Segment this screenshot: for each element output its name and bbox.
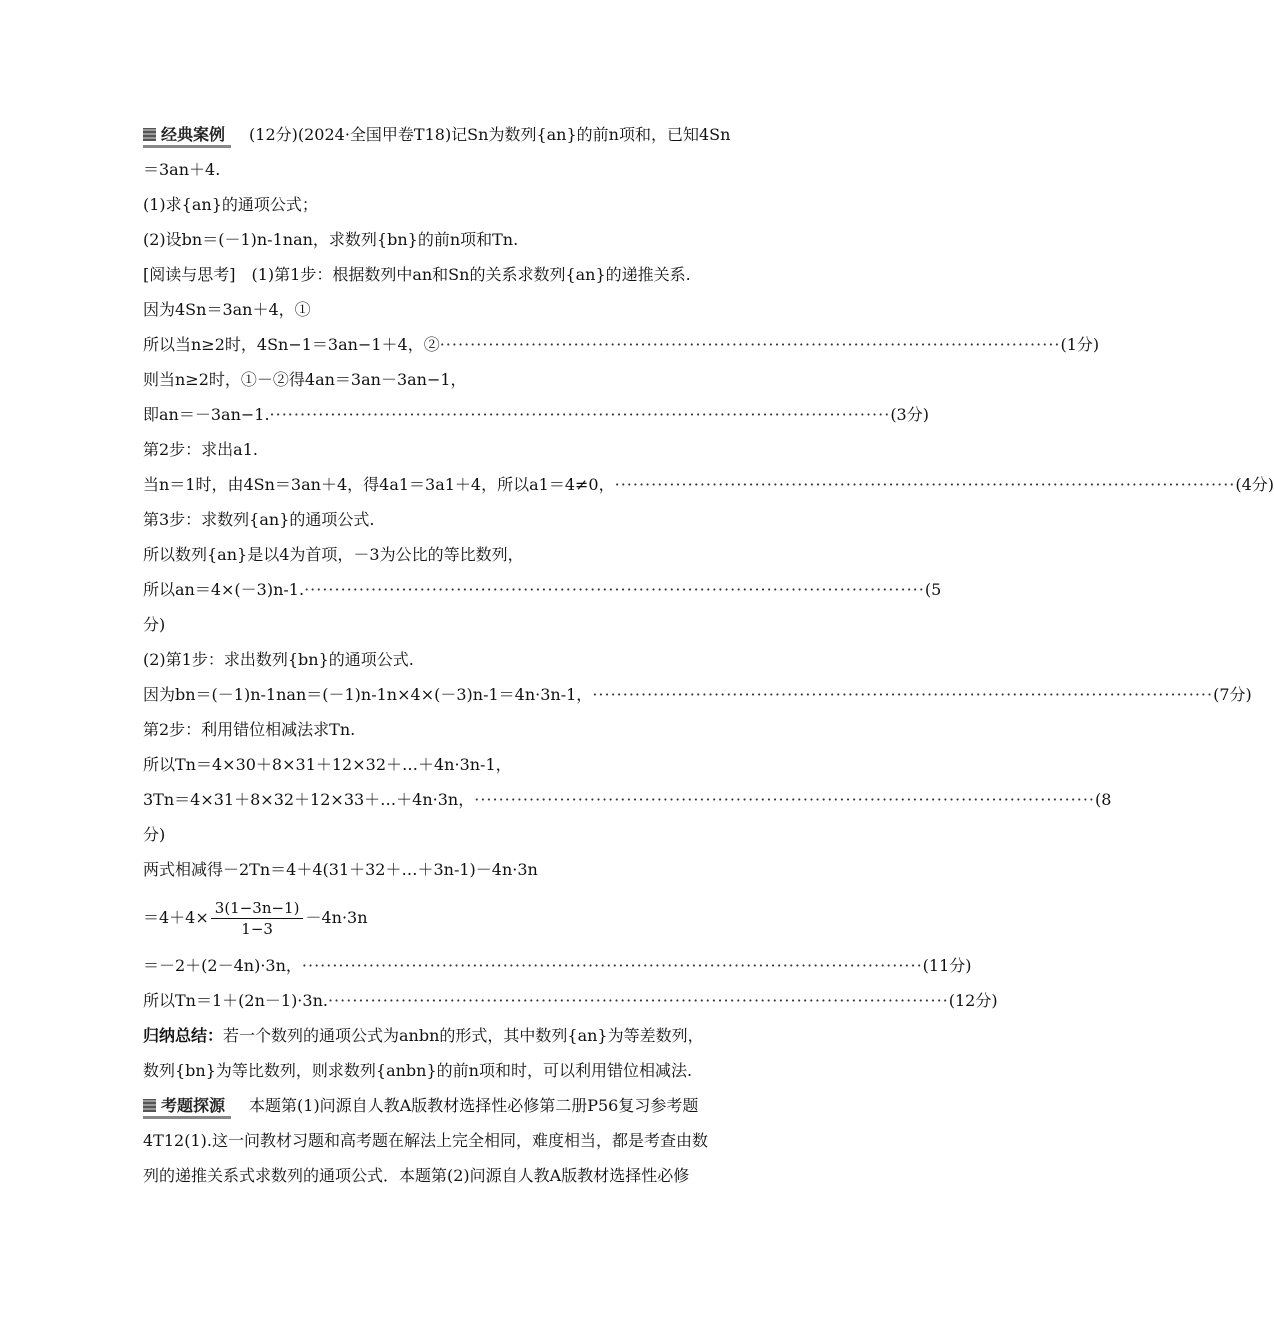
badge-square-icon (143, 128, 156, 141)
solution-line-score: 所以当n≥2时，4Sn−1＝3an−1＋4，② ······································································································ (1分) (143, 335, 1100, 354)
summary-line-2: 数列{bn}为等比数列，则求数列{anbn}的前n项和时，可以利用错位相减法. (143, 1061, 693, 1080)
problem-line-2: ＝3an＋4. (143, 160, 221, 179)
step-heading: 第3步：求数列{an}的通项公式. (143, 510, 375, 529)
step-heading: 第2步：求出a1. (143, 440, 258, 459)
solution-line-score: 当n＝1时，由4Sn＝3an＋4，得4a1＝3a1＋4，所以a1＝4≠0， ······································································································ (4分) (143, 475, 1274, 494)
solution-line-score: 3Tn＝4×31＋8×32＋12×33＋…＋4n·3n， ······································································································ (8 (143, 790, 1112, 809)
summary-label: 归纳总结： (143, 1026, 224, 1045)
solution-line: 所以Tn＝4×30＋8×31＋12×32＋…＋4n·3n-1， (143, 755, 512, 774)
source-line-2: 4T12(1).这一问教材习题和高考题在解法上完全相同，难度相当，都是考查由数 (143, 1131, 708, 1150)
solution-line: 两式相减得－2Tn＝4＋4(31＋32＋…＋3n-1)－4n·3n (143, 860, 538, 879)
solution-line: 则当n≥2时，①－②得4an＝3an－3an−1， (143, 370, 467, 389)
solution-line: 所以数列{an}是以4为首项，－3为公比的等比数列， (143, 545, 524, 564)
badge-square-icon (143, 1099, 156, 1112)
summary-line-1: 归纳总结：若一个数列的通项公式为anbn的形式，其中数列{an}为等差数列， (143, 1026, 704, 1045)
score-continuation: 分) (143, 825, 166, 844)
solution-line-score: ＝－2＋(2－4n)·3n， ······································································································ (11分) (143, 956, 972, 975)
source-line-3: 列的递推关系式求数列的通项公式．本题第(2)问源自人教A版教材选择性必修 (143, 1166, 690, 1185)
reading-thinking: [阅读与思考] (1)第1步：根据数列中an和Sn的关系求数列{an}的递推关系. (143, 265, 691, 284)
step-heading: (2)第1步：求出数列{bn}的通项公式. (143, 650, 414, 669)
solution-line-score: 因为bn＝(－1)n-1nan＝(－1)n-1n×4×(－3)n-1＝4n·3n-1， ······································································································ (7分) (143, 685, 1252, 704)
solution-line: 因为4Sn＝3an＋4，① (143, 300, 311, 319)
fraction: $\frac{3(1-3n-1)}{1-3}$ (211, 898, 304, 939)
classic-case-badge: 经典案例 (143, 125, 231, 148)
problem-line-1: 经典案例 (12分)(2024·全国甲卷T18)记Sn为数列{an}的前n项和，已知4Sn (143, 124, 808, 148)
problem-part-2: (2)设bn＝(－1)n-1nan，求数列{bn}的前n项和Tn. (143, 230, 519, 249)
fraction-line: ＝4＋4× $\frac{3(1-3n-1)}{1-3}$ －4n·3n (143, 899, 368, 938)
source-badge: 考题探源 (143, 1096, 231, 1119)
solution-line-score: 所以Tn＝1＋(2n－1)·3n. ······································································································ (12分) (143, 991, 998, 1010)
solution-line-score: 所以an＝4×(－3)n-1. ······································································································ (5 (143, 580, 942, 599)
problem-part-1: (1)求{an}的通项公式； (143, 195, 318, 214)
step-heading: 第2步：利用错位相减法求Tn. (143, 720, 356, 739)
score-continuation: 分) (143, 615, 166, 634)
solution-line-score: 即an＝－3an−1. ······································································································ (3分) (143, 405, 929, 424)
source-line-1: 考题探源 本题第(1)问源自人教A版教材选择性必修第二册P56复习参考题 (143, 1095, 808, 1119)
